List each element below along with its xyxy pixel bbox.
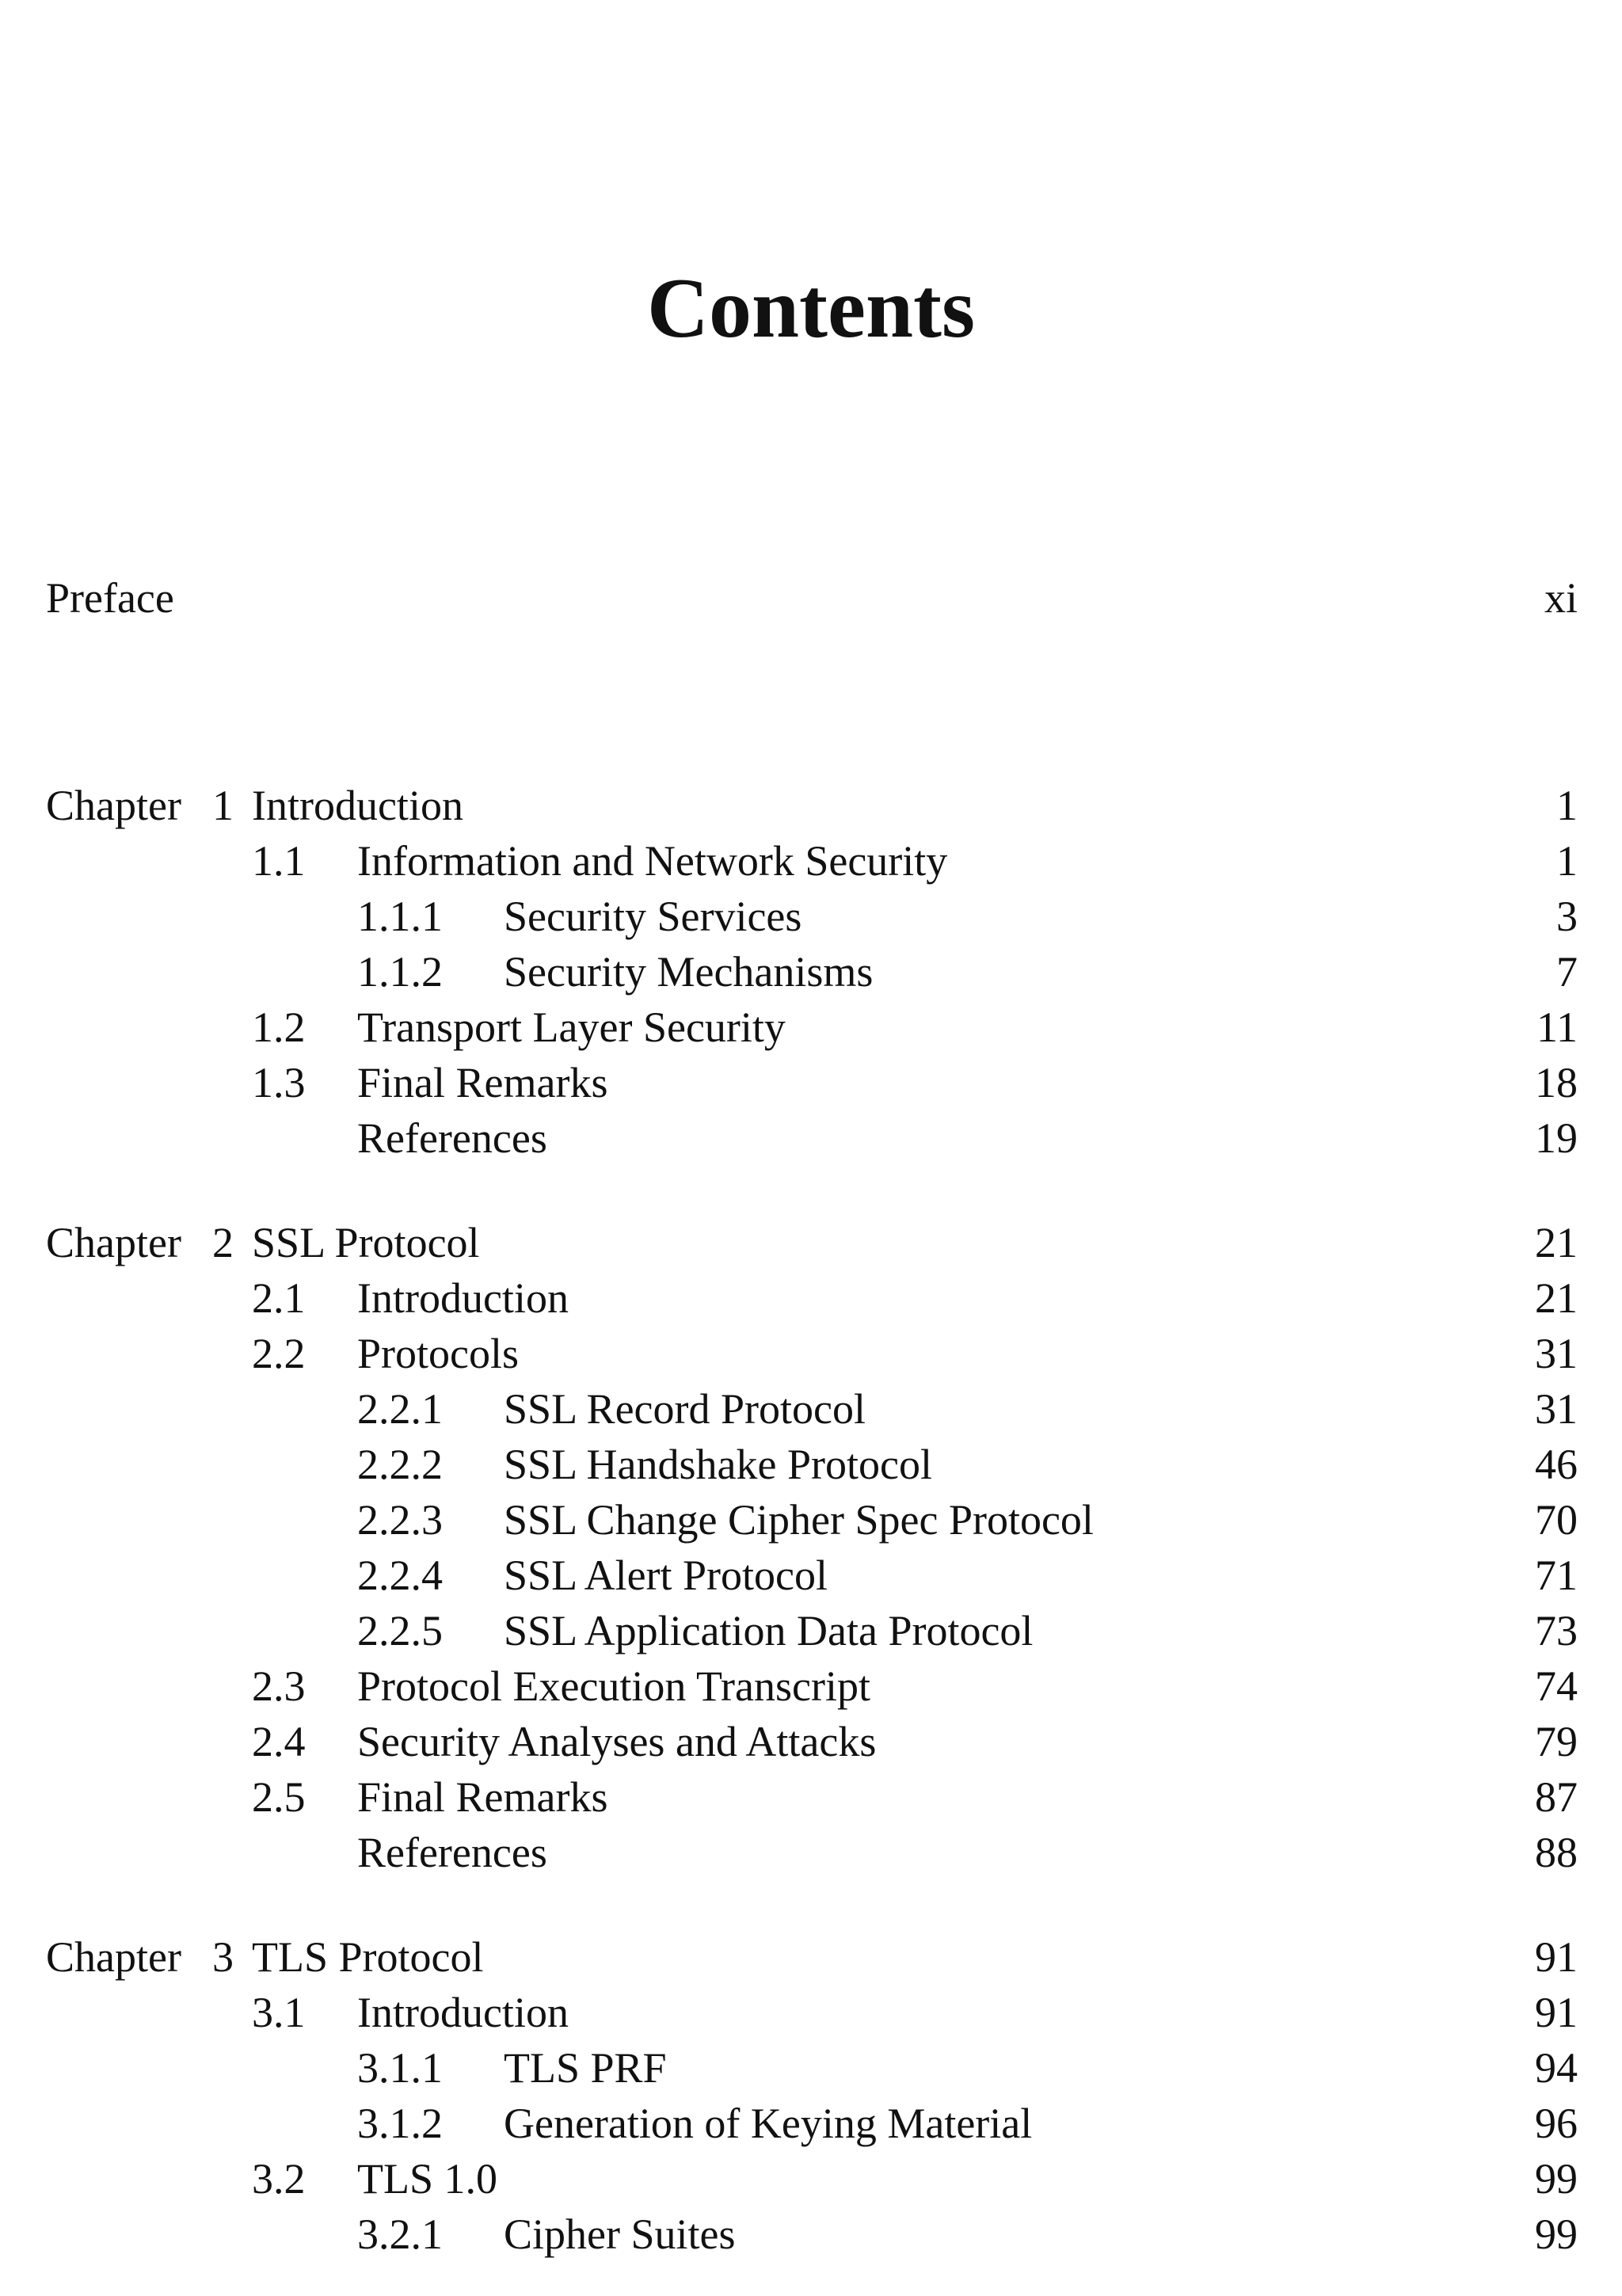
page-title: Contents bbox=[646, 261, 976, 356]
toc-page: 11 bbox=[1536, 1003, 1578, 1051]
section-number: 2.2.3 bbox=[357, 1496, 443, 1544]
toc-page: 91 bbox=[1535, 1989, 1578, 2036]
toc-chapter-3[interactable] bbox=[46, 1929, 1578, 1985]
section-title: Security Mechanisms bbox=[504, 948, 874, 996]
section-title: Transport Layer Security bbox=[357, 1003, 786, 1051]
toc-page: 88 bbox=[1535, 1829, 1578, 1876]
chapter-prefix: Chapter bbox=[46, 1219, 181, 1266]
toc-page: 99 bbox=[1535, 2155, 1578, 2203]
section-number: 3.1 bbox=[252, 1989, 306, 2036]
chapter-prefix: Chapter bbox=[46, 782, 181, 829]
section-number: 1.2 bbox=[252, 1003, 306, 1051]
section-number: 1.1.1 bbox=[357, 893, 443, 940]
toc-page: 74 bbox=[1535, 1662, 1578, 1710]
toc-page: 73 bbox=[1535, 1607, 1578, 1654]
toc-entry[interactable] bbox=[46, 2151, 1578, 2207]
chapter-prefix: Chapter bbox=[46, 1933, 181, 1981]
toc-page: 21 bbox=[1535, 1219, 1578, 1266]
toc-page: 19 bbox=[1535, 1114, 1578, 1162]
toc-page: 1 bbox=[1556, 837, 1578, 885]
toc-page: 3 bbox=[1556, 893, 1578, 940]
toc-page: 96 bbox=[1535, 2100, 1578, 2147]
section-title: Introduction bbox=[357, 1989, 569, 2036]
section-number: 1.1.2 bbox=[357, 948, 443, 996]
toc-page: 91 bbox=[1535, 1933, 1578, 1981]
chapter-number: 3 bbox=[212, 1933, 234, 1981]
toc-page: 7 bbox=[1556, 948, 1578, 996]
toc-entry[interactable] bbox=[46, 1055, 1578, 1110]
toc-preface[interactable] bbox=[46, 570, 1578, 626]
toc-entry[interactable] bbox=[46, 2096, 1578, 2151]
section-title: References bbox=[357, 1829, 547, 1876]
section-title: Generation of Keying Material bbox=[504, 2100, 1033, 2147]
toc-page: 31 bbox=[1535, 1330, 1578, 1377]
section-title: TLS PRF bbox=[504, 2044, 667, 2092]
toc-page: 87 bbox=[1535, 1773, 1578, 1821]
section-title: Final Remarks bbox=[357, 1773, 608, 1821]
toc-entry[interactable] bbox=[46, 833, 1578, 889]
section-title: Final Remarks bbox=[357, 1059, 608, 1106]
section-title: SSL Application Data Protocol bbox=[504, 1607, 1034, 1654]
toc-entry[interactable] bbox=[46, 1769, 1578, 1825]
section-number: 2.2 bbox=[252, 1330, 306, 1377]
section-title: Protocol Execution Transcript bbox=[357, 1662, 870, 1710]
toc-entry[interactable] bbox=[46, 1825, 1578, 1880]
toc-page: 18 bbox=[1535, 1059, 1578, 1106]
toc-page: 79 bbox=[1535, 1718, 1578, 1765]
chapter-title: Introduction bbox=[252, 782, 463, 829]
section-number: 3.1.1 bbox=[357, 2044, 443, 2092]
section-title: SSL Alert Protocol bbox=[504, 1552, 828, 1599]
chapter-title: SSL Protocol bbox=[252, 1219, 480, 1266]
section-number: 1.3 bbox=[252, 1059, 306, 1106]
toc-entry[interactable] bbox=[46, 1270, 1578, 1326]
toc-entry[interactable] bbox=[46, 889, 1578, 944]
toc-entry[interactable] bbox=[46, 1603, 1578, 1658]
section-number: 2.2.1 bbox=[357, 1385, 443, 1433]
toc-chapter-2[interactable] bbox=[46, 1215, 1578, 1270]
section-title: SSL Change Cipher Spec Protocol bbox=[504, 1496, 1094, 1544]
toc-label: Preface bbox=[46, 574, 174, 622]
toc-entry[interactable] bbox=[46, 1110, 1578, 1166]
toc-entry[interactable] bbox=[46, 1492, 1578, 1548]
section-title: Protocols bbox=[357, 1330, 520, 1377]
toc-entry[interactable] bbox=[46, 2040, 1578, 2096]
section-title: Security Services bbox=[504, 893, 802, 940]
section-title: SSL Record Protocol bbox=[504, 1385, 866, 1433]
section-title: Cipher Suites bbox=[504, 2210, 736, 2258]
toc-entry[interactable] bbox=[46, 1548, 1578, 1603]
toc-entry[interactable] bbox=[46, 1658, 1578, 1714]
toc-entry[interactable] bbox=[46, 2207, 1578, 2262]
toc-entry[interactable] bbox=[46, 1714, 1578, 1769]
toc-page: 31 bbox=[1535, 1385, 1578, 1433]
toc-entry[interactable] bbox=[46, 1326, 1578, 1381]
toc-page: 46 bbox=[1535, 1441, 1578, 1488]
toc-entry[interactable] bbox=[46, 944, 1578, 1000]
toc-page: 70 bbox=[1535, 1496, 1578, 1544]
section-title: Introduction bbox=[357, 1274, 569, 1322]
toc-page: 94 bbox=[1535, 2044, 1578, 2092]
toc-page: 1 bbox=[1556, 782, 1578, 829]
section-number: 3.2.1 bbox=[357, 2210, 443, 2258]
toc-entry[interactable] bbox=[46, 1437, 1578, 1492]
section-title: References bbox=[357, 1114, 547, 1162]
section-number: 2.2.5 bbox=[357, 1607, 443, 1654]
toc-page: 21 bbox=[1535, 1274, 1578, 1322]
toc-entry[interactable] bbox=[46, 1985, 1578, 2040]
section-title: Information and Network Security bbox=[357, 837, 948, 885]
section-number: 2.3 bbox=[252, 1662, 306, 1710]
section-number: 1.1 bbox=[252, 837, 306, 885]
section-number: 2.4 bbox=[252, 1718, 306, 1765]
section-number: 2.5 bbox=[252, 1773, 306, 1821]
toc-entry[interactable] bbox=[46, 1381, 1578, 1437]
toc-chapter-1[interactable] bbox=[46, 778, 1578, 833]
toc-entry[interactable] bbox=[46, 1000, 1578, 1055]
section-number: 2.2.2 bbox=[357, 1441, 443, 1488]
chapter-number: 2 bbox=[212, 1219, 234, 1266]
section-number: 2.2.4 bbox=[357, 1552, 443, 1599]
section-number: 2.1 bbox=[252, 1274, 306, 1322]
toc-page: xi bbox=[1544, 574, 1578, 622]
section-title: SSL Handshake Protocol bbox=[504, 1441, 932, 1488]
section-title: TLS 1.0 bbox=[357, 2155, 498, 2203]
toc-page: 99 bbox=[1535, 2210, 1578, 2258]
section-number: 3.1.2 bbox=[357, 2100, 443, 2147]
toc-page: 71 bbox=[1535, 1552, 1578, 1599]
section-number: 3.2 bbox=[252, 2155, 306, 2203]
section-title: Security Analyses and Attacks bbox=[357, 1718, 877, 1765]
chapter-title: TLS Protocol bbox=[252, 1933, 484, 1981]
chapter-number: 1 bbox=[212, 782, 234, 829]
